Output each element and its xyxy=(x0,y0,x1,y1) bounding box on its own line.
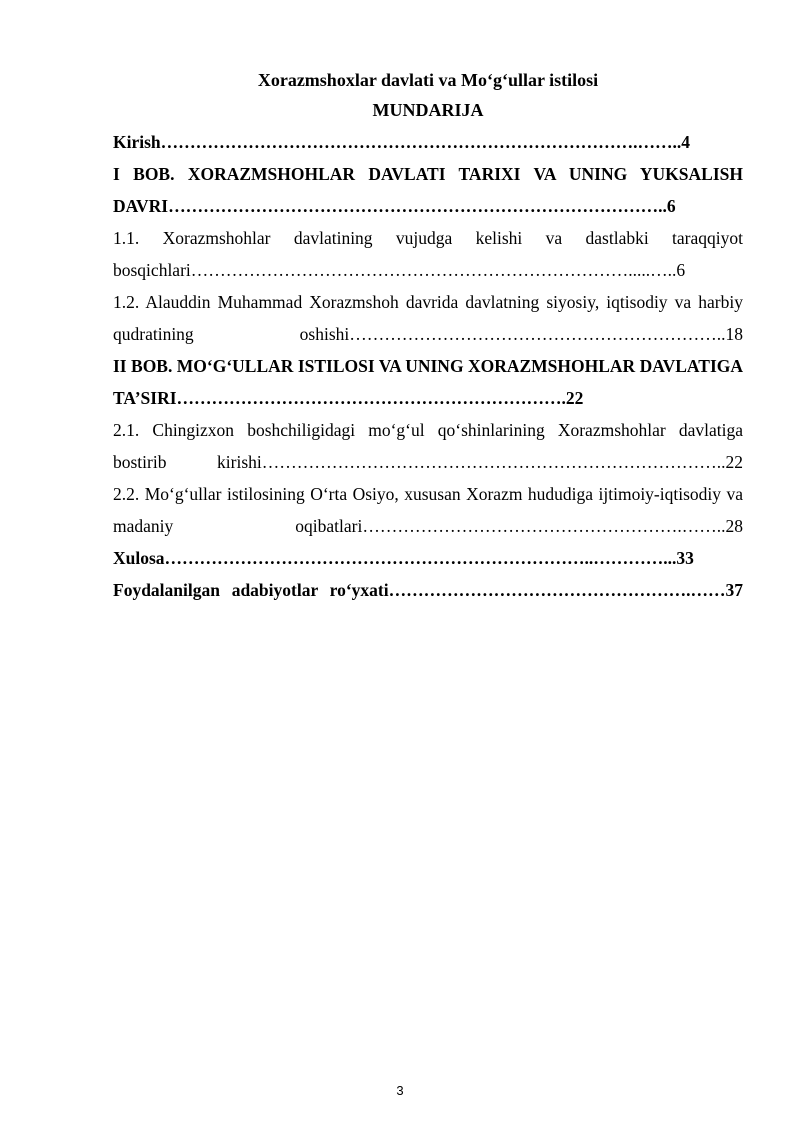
page-number: 3 xyxy=(396,1083,404,1098)
toc-entry-kirish: Kirish……………………………………………………………………….……..4 xyxy=(113,132,691,152)
toc-entry-section-2-2: 2.2. Mo‘g‘ullar istilosining O‘rta Osiyo, xususan Xorazm hududiga ijtimoiy-iqtisodiy va madaniy oqibatlari……………………………………………….……..28 xyxy=(113,484,743,536)
toc-entry-xulosa: Xulosa………………………………………………………………..…………...33 xyxy=(113,548,694,568)
toc-entry-chapter-1: I BOB. XORAZMSHOHLAR DAVLATI TARIXI VA UNING YUKSALISH DAVRI…………………………………………………………………………..6 xyxy=(113,164,743,216)
toc-entry-chapter-2: II BOB. MO‘G‘ULLAR ISTILOSI VA UNING XORAZMSHOHLAR DAVLATIGA TA’SIRI………………………………………………………….22 xyxy=(113,356,743,408)
toc-entry-section-2-1: 2.1. Chingizxon boshchiligidagi mo‘g‘ul qo‘shinlarining Xorazmshohlar davlatiga bostirib kirishi……………………………………………………………………..22 xyxy=(113,420,743,472)
toc-entry-section-1-1: 1.1. Xorazmshohlar davlatining vujudga kelishi va dastlabki taraqqiyot bosqichlari………………………………………………………………….....…..6 xyxy=(113,228,743,280)
toc-entry-section-1-2: 1.2. Alauddin Muhammad Xorazmshoh davrida davlatning siyosiy, iqtisodiy va harbiy qudratining oshishi………………………………………………………..18 xyxy=(113,292,743,344)
table-of-contents xyxy=(113,126,743,606)
toc-heading: MUNDARIJA xyxy=(372,100,484,120)
document-title: Xorazmshoxlar davlati va Mo‘g‘ullar istilosi xyxy=(257,70,599,90)
document-page xyxy=(113,68,743,606)
toc-entry-bibliography: Foydalanilgan adabiyotlar ro‘yxati…………………………………………….……37 xyxy=(113,580,743,600)
